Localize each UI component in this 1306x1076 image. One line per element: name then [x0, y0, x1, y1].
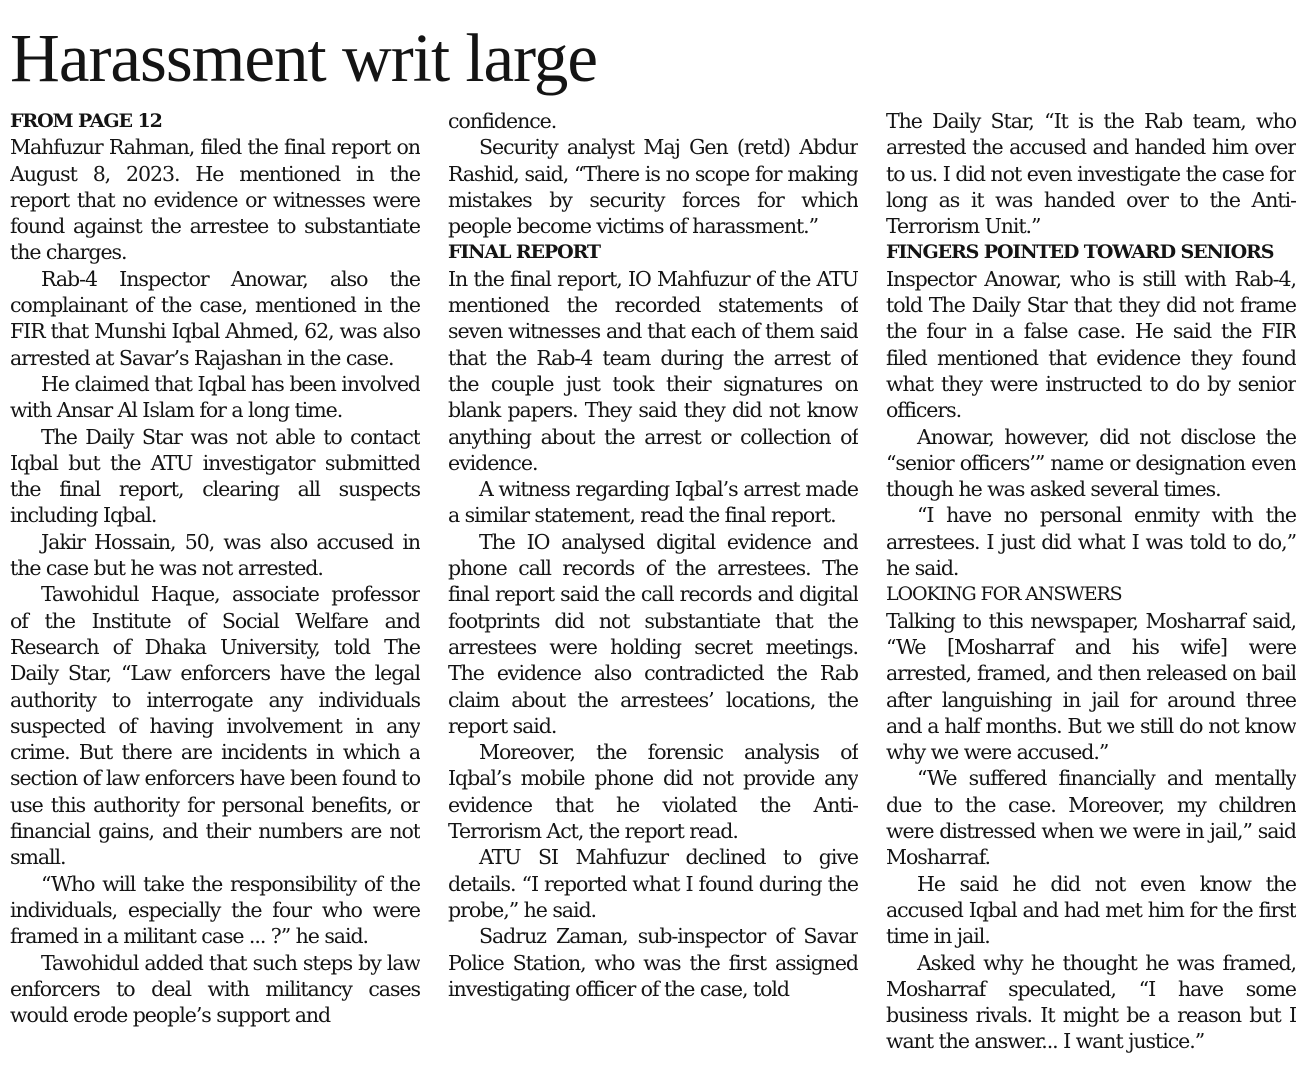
paragraph: Talking to this newspaper, Mosharraf said, “We [Mosharraf and his wife] were arrested, framed, and then released on bail after languishing in jail for around three and a half months. But we still do not know why we were accused.”: [886, 608, 1296, 765]
paragraph: Security analyst Maj Gen (retd) Abdur Rashid, said, “There is no scope for making mistakes by security forces for which people become victims of harassment.”: [448, 135, 858, 239]
paragraph: Sadruz Zaman, sub-inspector of Savar Police Station, who was the first assigned investigating officer of the case, told: [448, 924, 858, 1001]
article-column-3: [886, 108, 1296, 1068]
paragraph: Rab-4 Inspector Anowar, also the complainant of the case, mentioned in the FIR that Munshi Iqbal Ahmed, 62, was also arrested at Savar’s Rajashan in the case.: [10, 266, 420, 370]
subhead-fingers-pointed: FINGERS POINTED TOWARD SENIORS: [886, 241, 1274, 264]
paragraph: Jakir Hossain, 50, was also accused in the case but he was not arrested.: [10, 529, 420, 581]
article-column-1: [10, 108, 420, 1068]
paragraph: Mahfuzur Rahman, filed the final report on August 8, 2023. He mentioned in the report that no evidence or witnesses were found against the arrestee to substantiate the charges.: [10, 135, 420, 265]
paragraph: He claimed that Iqbal has been involved with Ansar Al Islam for a long time.: [10, 371, 420, 423]
paragraph: “Who will take the responsibility of the individuals, especially the four who were framed in a militant case ... ?” he said.: [10, 871, 420, 949]
article-column-2: [448, 108, 858, 1068]
paragraph: “We suffered financially and mentally due to the case. Moreover, my children were distressed when we were in jail,” said Mosharraf.: [886, 766, 1296, 870]
paragraph: Moreover, the forensic analysis of Iqbal’s mobile phone did not provide any evidence that he violated the Anti-Terrorism Act, the report read.: [448, 740, 858, 844]
paragraph: He said he did not even know the accused Iqbal and had met him for the first time in jail.: [886, 871, 1296, 949]
paragraph: A witness regarding Iqbal’s arrest made a similar statement, read the final report.: [448, 477, 858, 528]
paragraph: “I have no personal enmity with the arrestees. I just did what I was told to do,” he said.: [886, 503, 1296, 581]
paragraph: Tawohidul Haque, associate professor of the Institute of Social Welfare and Research of Dhaka University, told The Daily Star, “Law enforcers have the legal authority to interrogate any individuals suspected of having involvement in any crime. But there are incidents in which a section of law enforcers have been found to use this authority for personal benefits, or financial gains, and their numbers are not small.: [10, 582, 420, 870]
paragraph: The IO analysed digital evidence and phone call records of the arrestees. The final report said the call records and digital footprints did not substantiate that the arrestees were holding secret meetings. The evidence also contradicted the Rab claim about the arrestees’ locations, the report said.: [448, 529, 858, 738]
paragraph: Inspector Anowar, who is still with Rab-4, told The Daily Star that they did not frame the four in a false case. He said the FIR filed mentioned that evidence they found what they were instructed to do by senior officers.: [886, 266, 1296, 423]
paragraph: The Daily Star was not able to contact Iqbal but the ATU investigator submitted the final report, clearing all suspects including Iqbal.: [10, 424, 420, 528]
paragraph: Anowar, however, did not disclose the “senior officers’” name or designation even though he was asked several times.: [886, 424, 1296, 502]
headline: Harassment writ large: [10, 20, 598, 96]
jump-line: FROM PAGE 12: [10, 110, 162, 132]
paragraph: Asked why he thought he was framed, Mosharraf speculated, “I have some business rivals. It might be a reason but I want the answer... I want justice.”: [886, 950, 1296, 1054]
paragraph: ATU SI Mahfuzur declined to give details. “I reported what I found during the probe,” he said.: [448, 845, 858, 922]
paragraph: In the final report, IO Mahfuzur of the ATU mentioned the recorded statements of seven witnesses and that each of them said that the Rab-4 team during the arrest of the couple just took their signatures on blank papers. They said they did not know anything about the arrest or collection of evidence.: [448, 266, 858, 475]
paragraph: Tawohidul added that such steps by law enforcers to deal with militancy cases would erode people’s support and: [10, 950, 420, 1028]
subhead-final-report: FINAL REPORT: [448, 241, 600, 264]
paragraph: The Daily Star, “It is the Rab team, who arrested the accused and handed him over to us. I did not even investigate the case for long as it was handed over to the Anti-Terrorism Unit.”: [886, 109, 1296, 239]
paragraph: confidence.: [448, 109, 557, 133]
subhead-looking-for-answers: LOOKING FOR ANSWERS: [886, 583, 1122, 606]
